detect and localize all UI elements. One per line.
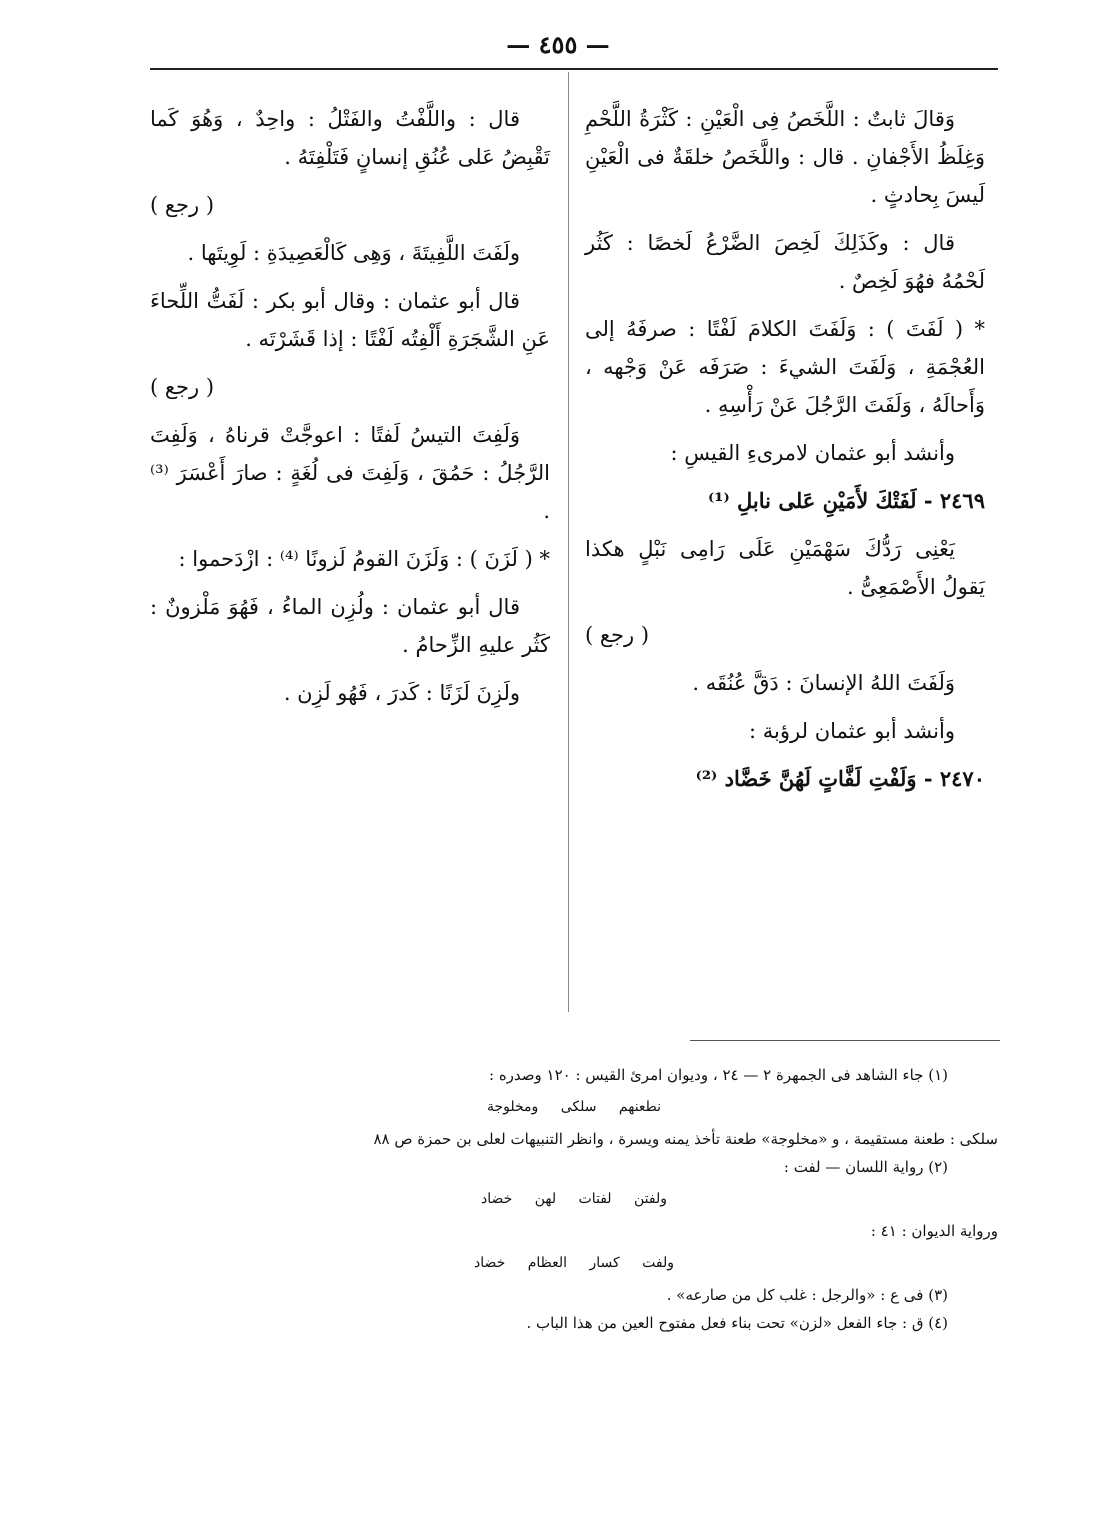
footnote-rule <box>690 1040 1000 1041</box>
verse-line: ٢٤٦٩ - لَفَتْكَ لأَمَيْنِ عَلى نابلِ ⁽¹⁾ <box>707 488 985 513</box>
left-column <box>150 100 550 722</box>
paragraph: ولَفَتَ اللَّفِيتَةَ ، وَهِى كَالْعَصِيدَةِ : لَوِيتَها . <box>187 241 520 265</box>
header-rule <box>150 68 998 70</box>
footnote: (١) جاء الشاهد فى الجمهرة ٢ — ٢٤ ، وديوان امرئ القيس : ١٢٠ وصدره : <box>489 1066 948 1084</box>
paragraph: يَعْنِى رَدُّكَ سَهْمَيْنِ عَلَى رَامِى نَبْلٍ هكذا يَقولُ الأَصْمَعِىُّ . <box>585 537 985 599</box>
footnote: (٣) فى ع : «والرجل : غلب كل من صارعه» . <box>666 1286 948 1304</box>
footnote: (٤) ق : جاء الفعل «لزن» تحت بناء فعل مفتوح العين من هذا الباب . <box>526 1314 948 1332</box>
paragraph: وأنشد أبو عثمان لامرىءِ القيسِ : <box>670 441 955 465</box>
footnote: (٢) رواية اللسان — لفت : <box>783 1158 948 1176</box>
paragraph: قال : وكَذَلِكَ لَخِصَ الضَّرْعُ لَخصًا : كَثُر لَحْمُهُ فهُوَ لَخِصٌ . <box>585 231 985 293</box>
paragraph: وَلَفَتَ اللهُ الإنسانَ : دَقَّ عُنُقَه . <box>692 671 955 695</box>
footnote-verse: ولفتن لفتات لهن خضاد <box>480 1191 668 1207</box>
paragraph: قال أبو عثمان : ولُزِن الماءُ ، فَهُوَ مَلْزونٌ : كَثُر عليهِ الزِّحامُ . <box>150 595 550 657</box>
entry-heading-paragraph: * ( لَفَتَ ) : وَلَفَتَ الكلامَ لَفْتًا : صرفَهُ إلى العُجْمَةِ ، وَلَفَتَ الشيءَ : صَرَفَه عَنْ وَجْهه ، وَأَحالَهُ ، وَلَفَتَ الرَّجُلَ عَنْ رَأْسِهِ . <box>585 317 985 417</box>
footnote-note: سلكى : طعنة مستقيمة ، و «مخلوجة» طعنة تأخذ يمنه ويسرة ، وانظر التنبيهات لعلى بن حمزة ص ٨٨ <box>373 1130 998 1148</box>
footnote-note: ورواية الديوان : ٤١ : <box>870 1222 998 1240</box>
paragraph: قال : واللَّفْتُ والفَتْلُ : واحِدٌ ، وَهُوَ كَما تَقْبِضُ عَلى عُنُقِ إنسانٍ فَتَلْفِتَهُ . <box>150 107 550 169</box>
reference-tag: ( رجع ) <box>585 623 650 647</box>
paragraph: وَقالَ ثابتٌ : اللَّخَصُ فِى الْعَيْنِ : كَثْرَةُ اللَّحْمِ وَغِلَظُ الأَجْفانِ . قال : واللَّخَصُ خلقَةٌ فى الْعَيْنِ لَيسَ بِحادثٍ . <box>585 107 985 207</box>
paragraph: قال أبو عثمان : وقال أبو بكر : لَفَتُّ اللِّحاءَ عَنِ الشَّجَرَةِ أَلْفِتُه لَفْتًا : إذا قَشَرْتَه . <box>150 289 550 351</box>
entry-heading-paragraph: * ( لَزَنَ ) : وَلَزَنَ القومُ لَزونًا ⁽⁴⁾ : ازْدَحموا : <box>178 547 550 571</box>
reference-tag: ( رجع ) <box>150 375 215 399</box>
reference-tag: ( رجع ) <box>150 193 215 217</box>
right-column <box>585 100 985 808</box>
paragraph: وَلَفِتَ التيسُ لَفتًا : اعوجَّتْ قرناهُ ، وَلَفِتَ الرَّجُلُ : حَمُقَ ، وَلَفِتَ فى لُغَةٍ : صارَ أَعْسَرَ ⁽³⁾ . <box>150 423 550 523</box>
footnote-verse: نطعنهم سلكى ومخلوجة <box>486 1099 662 1115</box>
footnote-verse: ولفت كسار العظام خضاد <box>473 1255 674 1271</box>
column-divider <box>568 72 569 1012</box>
paragraph: وأنشد أبو عثمان لرؤبة : <box>749 719 955 743</box>
paragraph: ولَزِنَ لَزَنًا : كَدرَ ، فَهُو لَزِن . <box>283 681 520 705</box>
verse-line: ٢٤٧٠ - وَلَفْتِ لَفَّاتٍ لَهُنَّ خَضَّاد ⁽²⁾ <box>695 766 985 791</box>
page-number: — ٤٥٥ — <box>506 30 610 59</box>
footnotes <box>150 1062 998 1338</box>
